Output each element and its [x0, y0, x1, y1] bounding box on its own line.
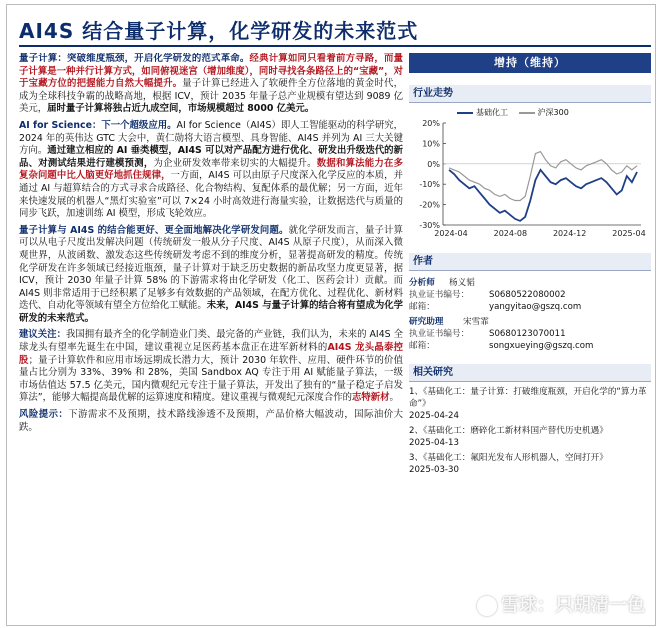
y-tick-label: -10%	[419, 180, 440, 190]
highlight-jingtai: AI4S 龙头晶泰控股	[19, 342, 403, 366]
bold-quantum: 届时量子计算将独占近九成空间，市场规模超过 8000 亿美元。	[47, 103, 315, 115]
lead-quantum: 量子计算：突破维度瓶颈，开启化学研发的范式革命。	[19, 53, 250, 64]
analyst-label: 分析师	[409, 278, 435, 288]
main-body	[19, 53, 403, 621]
x-tick-label: 2024-12	[552, 229, 587, 238]
legend-label-b: 沪深300	[537, 108, 569, 117]
series-line	[449, 152, 637, 201]
assistant-email-label: 邮箱：	[409, 341, 435, 351]
trend-section-title: 行业走势	[409, 85, 651, 103]
chart-legend	[449, 107, 569, 118]
trend-chart-svg	[409, 103, 651, 241]
y-tick-label: 10%	[422, 139, 440, 149]
xueqiu-watermark	[477, 591, 645, 617]
analyst-cert-label: 执业证书编号：	[409, 290, 470, 300]
paragraph-risk	[19, 409, 403, 434]
trend-chart	[409, 103, 651, 241]
legend-swatch-a	[457, 112, 473, 114]
assistant-label: 研究助理	[409, 317, 444, 327]
lead-suggestion: 建议关注：	[19, 329, 66, 341]
report-title: AI4S 结合量子计算，化学研发的未来范式	[19, 19, 419, 43]
series-line	[449, 170, 637, 221]
text-suggestion-3: 。	[389, 392, 399, 404]
y-tick-label: -30%	[419, 221, 440, 230]
lead-combined: 量子计算与 AI4S 的结合能更好、更全面地解决化学研发问题。	[19, 224, 289, 236]
related-item[interactable]	[409, 386, 651, 422]
watermark-text: 雪球：只胡清一色	[501, 595, 645, 616]
snowball-logo-icon	[477, 596, 497, 616]
text-ai4s-2: 为企业研发效率带来切实的大幅提升。	[153, 157, 317, 169]
title-divider	[19, 45, 651, 47]
assistant-cert: S0680123070011	[489, 329, 566, 339]
text-combined: 就化学研发而言，量子计算可以从电子尺度出发解决问题（传统研发一般从分子尺度、AI4S 从原子尺度），从而深入微观世界，从波函数、激发态这些传统研发考虑不到的维度分析，显著提高研发的精度。传统化学研发在许多领域已经接近瓶颈，量子计算对于缺乏历史数据的新品攻坚力度更显著，据 ICV，预计 2030 年量子计算 58% 的下游需求将由化学研发（化工、医药会计）贡献。而 AI4S 则非常适用于已经积累了足够多有效数据的产品领域，在配方优化、过程优化、新材料迭代、自动化等领域有望全方位给化工赋能。	[19, 224, 403, 312]
related-date: 2025-04-24	[409, 411, 459, 421]
sidebar	[409, 53, 651, 621]
highlight-zhite: 志特新材	[352, 392, 390, 404]
assistant-name: 宋雪霏	[463, 317, 489, 327]
related-item[interactable]	[409, 452, 651, 476]
legend-swatch-b	[519, 112, 535, 114]
related-item[interactable]	[409, 425, 651, 449]
paragraph-suggestion	[19, 329, 403, 405]
related-list	[409, 386, 651, 476]
text-ai4s-3: 一方面，AI4S 可以由原子尺度深入化学反应的本质，并通过 AI 与超算结合的方式寻求合成路径、化合物结构、复配体系的最优解；另一方面，近年来快速发展的机器人“黑灯实验室”可以 7×24 小时高效进行海量实验，让数据迭代与质量的同步飞跃，加速训练 AI 模型，形成飞轮效应。	[19, 170, 403, 220]
highlight-ai4s: 数据和算法能力在多复杂问题中比人脑更好地抓住规律，	[19, 157, 403, 182]
paragraph-ai4s	[19, 120, 403, 221]
analyst-name: 杨义韬	[449, 278, 475, 288]
legend-label-a: 基础化工	[476, 108, 508, 117]
lead-ai4s: AI for Science：下一个超级应用。	[19, 119, 177, 131]
analyst-cert: S0680522080002	[489, 290, 566, 300]
x-tick-label: 2025-04	[612, 229, 646, 238]
text-quantum: 量子计算已经进入了软硬件全方位落地的黄金时代，成为全球科技争霸的战略高地，根据 ICV，预计 2035 年量子总产业规模有望达到 9089 亿美元，	[19, 78, 403, 115]
related-date: 2025-04-13	[409, 438, 459, 448]
bold-ai4s: 通过建立相应的 AI 垂类模型，AI4S 可以对产品配方进行优化、研发出升级迭代的新品、对测试结果进行建模预测，	[19, 145, 403, 169]
highlight-quantum: 经典计算如同只看着前方寻路，而量子计算是一种并行计算方式，如同俯视迷宫（增加维度），同时寻找各条路径上的“宝藏”，对于宝藏方位的把握能力自然大幅提升。	[19, 53, 403, 90]
x-tick-label: 2024-08	[493, 229, 528, 238]
y-tick-label: 20%	[422, 119, 440, 128]
related-text: 3、《基础化工：氟阳光发布人形机器人，空间打开》	[409, 453, 608, 463]
author-section-title: 作者	[409, 253, 651, 271]
text-risk: 下游需求不及预期，技术路线渗透不及预期，产品价格大幅波动，国际油价大跌。	[19, 409, 403, 433]
assistant-email[interactable]: songxueying@gszq.com	[489, 341, 594, 351]
x-tick-label: 2024-04	[434, 229, 468, 238]
related-text: 1、《基础化工：量子计算：打破维度瓶颈，开启化学的“算力革命”》	[409, 387, 647, 409]
text-ai4s-1: AI for Science（AI4S）即人工智能驱动的科学研究，2024 年的英伟达 GTC 大会中，黄仁勋将大语言模型、具身智能、AI4S 并列为 AI 三大关键方向。	[19, 119, 403, 157]
rating-badge: 增持（维持）	[409, 53, 651, 73]
analyst-email-label: 邮箱：	[409, 302, 435, 312]
text-suggestion-1: 我国拥有最齐全的化学制造业门类、最完备的产业链，我们认为，未来的 AI4S 全球龙头有望率先诞生在中国，建议重视立足医药基本盘正在进军新材料的	[19, 329, 403, 354]
y-tick-label: -20%	[419, 200, 440, 210]
text-suggestion-2: ；量子计算软件和应用市场远期成长潜力大，预计 2030 年软件、应用、硬件环节的价值量占比分别为 33%、39% 和 28%，美国 Sandbox AQ 专注于用 AI 赋能量子算法，一级市场估值达 57.5 亿美元，国内微观纪元专注于量子算法，开发出了独有的“量子稳定子启发算法”，能够大幅提高最优解的运算速度和精度。建议重视与微观纪元深度合作的	[19, 354, 403, 404]
y-tick-label: 0%	[427, 159, 440, 169]
author-block	[409, 277, 651, 352]
assistant-cert-label: 执业证书编号：	[409, 329, 470, 339]
related-text: 2、《基础化工：磨碎化工新材料国产替代历史机遇》	[409, 426, 608, 436]
related-date: 2025-03-30	[409, 465, 459, 475]
lead-risk: 风险提示：	[19, 409, 69, 421]
paragraph-quantum	[19, 53, 403, 116]
related-section-title: 相关研究	[409, 364, 651, 382]
paragraph-combined	[19, 225, 403, 326]
analyst-email[interactable]: yangyitao@gszq.com	[489, 302, 582, 312]
bold-combined: 未来，AI4S 与量子计算的结合将有望成为化学研发的未来范式。	[19, 300, 403, 324]
report-page	[6, 4, 656, 626]
